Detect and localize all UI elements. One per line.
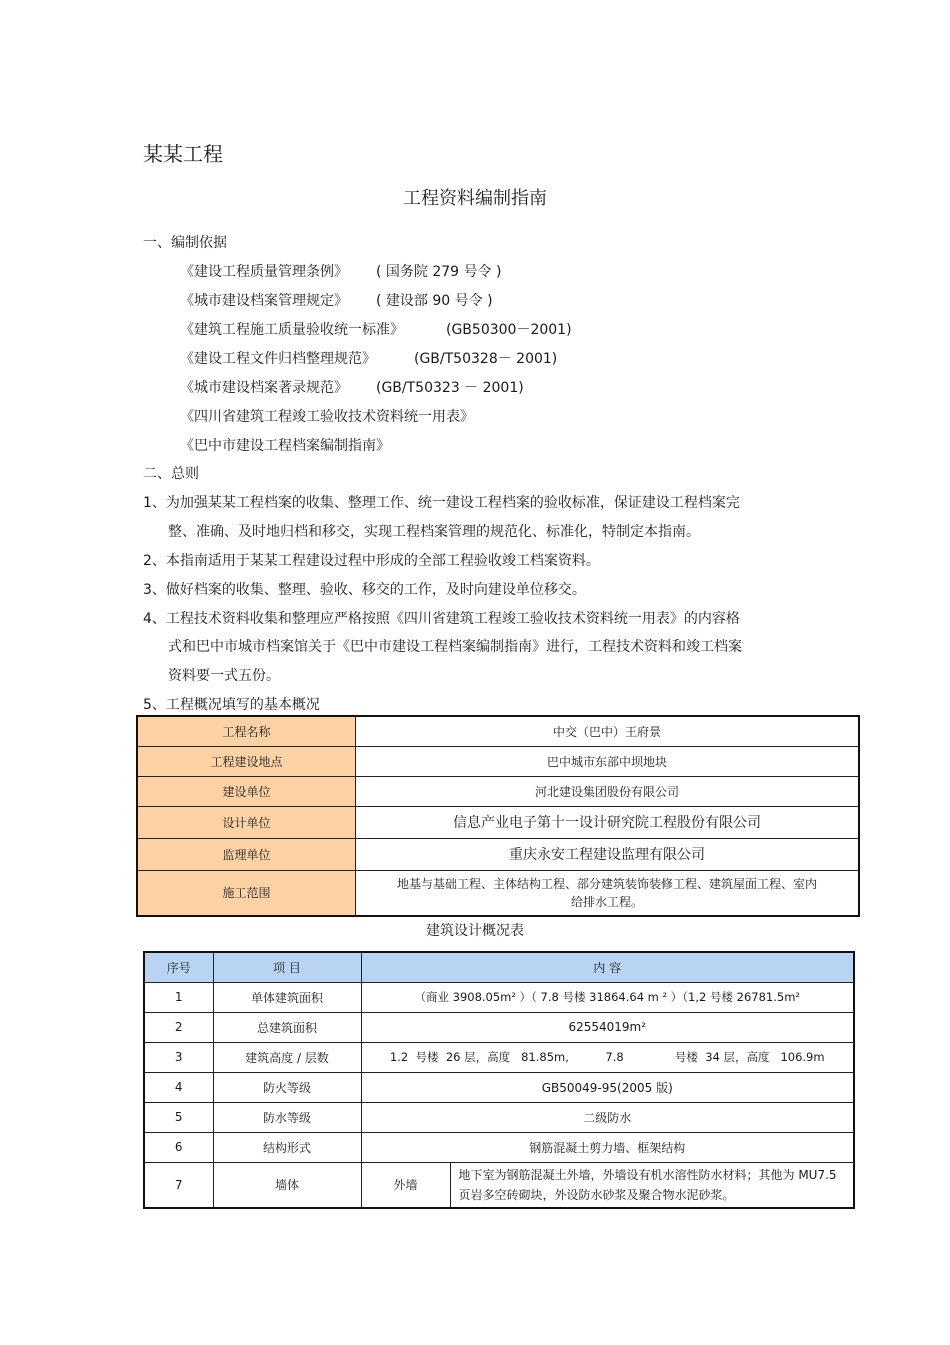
reference-code: (GB/T50328－ 2001) <box>414 351 558 367</box>
reference-code: (GB/T50323 － 2001) <box>376 380 524 396</box>
row-content: 62554019m² <box>361 1012 854 1042</box>
section-heading-basis: 一、编制依据 <box>143 235 227 251</box>
table-row <box>144 1012 854 1042</box>
row-content: GB50049-95(2005 版) <box>361 1072 854 1102</box>
row-number: 1 <box>144 982 213 1012</box>
row-content: 1.2 号楼 26 层，高度 81.85m, 7.8 号楼 34 层，高度 106.9m <box>361 1042 854 1072</box>
paragraph-line: 3、做好档案的收集、整理、验收、移交的工作，及时向建设单位移交。 <box>143 582 586 598</box>
table-row <box>144 1162 854 1208</box>
info-label: 工程名称 <box>137 716 356 746</box>
row-number: 7 <box>144 1162 213 1208</box>
reference-title: 《城市建设档案著录规范》 <box>180 380 348 396</box>
reference-item <box>180 435 390 455</box>
info-label: 设计单位 <box>137 806 356 838</box>
table-caption: 建筑设计概况表 <box>426 923 524 939</box>
row-content: 地下室为钢筋混凝土外墙，外墙设有机水溶性防水材料；其他为 MU7.5 页岩多空砖砌块，外设防水砂浆及聚合物水泥砂浆。 <box>450 1162 854 1208</box>
column-header: 序号 <box>144 952 213 982</box>
table-row <box>137 776 859 806</box>
info-value: 河北建设集团股份有限公司 <box>356 776 860 806</box>
table-row <box>137 870 859 916</box>
reference-title: 《建筑工程施工质量验收统一标准》 <box>180 322 404 338</box>
paragraph-line: 式和巴中市城市档案馆关于《巴中市建设工程档案编制指南》进行，工程技术资料和竣工档案 <box>168 639 742 655</box>
paragraph-line: 4、工程技术资料收集和整理应严格按照《四川省建筑工程竣工验收技术资料统一用表》的内容格 <box>143 611 740 627</box>
reference-item <box>180 261 501 281</box>
row-number: 3 <box>144 1042 213 1072</box>
row-item: 防水等级 <box>213 1102 361 1132</box>
row-number: 2 <box>144 1012 213 1042</box>
row-number: 5 <box>144 1102 213 1132</box>
column-header: 项 目 <box>213 952 361 982</box>
reference-code: (GB50300－2001) <box>446 322 572 338</box>
table-row <box>144 1042 854 1072</box>
table-row <box>137 806 859 838</box>
building-design-table <box>143 951 855 1209</box>
row-content: （商业 3908.05m² ）（ 7.8 号楼 31864.64 m ² ）（1,2 号楼 26781.5m² <box>361 982 854 1012</box>
row-item: 结构形式 <box>213 1132 361 1162</box>
table-row <box>144 1132 854 1162</box>
row-item: 总建筑面积 <box>213 1012 361 1042</box>
info-label: 监理单位 <box>137 838 356 870</box>
row-number: 6 <box>144 1132 213 1162</box>
row-subitem: 外墙 <box>361 1162 450 1208</box>
reference-item <box>180 377 524 397</box>
project-name: 某某工程 <box>143 142 223 166</box>
column-header: 内 容 <box>361 952 854 982</box>
info-label: 建设单位 <box>137 776 356 806</box>
project-info-table <box>136 715 860 917</box>
reference-title: 《四川省建筑工程竣工验收技术资料统一用表》 <box>180 409 474 425</box>
table-row <box>137 716 859 746</box>
reference-code: ( 建设部 90 号令 ) <box>376 293 493 309</box>
info-value: 信息产业电子第十一设计研究院工程股份有限公司 <box>356 806 860 838</box>
paragraph-line: 5、工程概况填写的基本概况 <box>143 697 320 713</box>
info-label: 施工范围 <box>137 870 356 916</box>
reference-title: 《建设工程质量管理条例》 <box>180 264 348 280</box>
paragraph-line: 整、准确、及时地归档和移交，实现工程档案管理的规范化、标准化，特制定本指南。 <box>168 524 700 540</box>
reference-item <box>180 290 493 310</box>
paragraph-line: 资料要一式五份。 <box>168 668 280 684</box>
info-value: 中交（巴中）王府景 <box>356 716 860 746</box>
row-item: 建筑高度 / 层数 <box>213 1042 361 1072</box>
info-value: 重庆永安工程建设监理有限公司 <box>356 838 860 870</box>
reference-title: 《巴中市建设工程档案编制指南》 <box>180 438 390 454</box>
table-header-row <box>144 952 854 982</box>
table-row <box>137 838 859 870</box>
paragraph-line: 1、为加强某某工程档案的收集、整理工作、统一建设工程档案的验收标准，保证建设工程档案完 <box>143 495 740 511</box>
reference-item <box>180 319 572 339</box>
table-row <box>137 746 859 776</box>
reference-title: 《建设工程文件归档整理规范》 <box>180 351 376 367</box>
table-row <box>144 1102 854 1132</box>
row-content: 二级防水 <box>361 1102 854 1132</box>
reference-item <box>180 348 557 368</box>
table-row <box>144 982 854 1012</box>
reference-code: ( 国务院 279 号令 ) <box>376 264 502 280</box>
section-heading-general: 二、总则 <box>143 466 199 482</box>
row-item: 单体建筑面积 <box>213 982 361 1012</box>
row-content: 钢筋混凝土剪力墙、框架结构 <box>361 1132 854 1162</box>
info-value: 地基与基础工程、主体结构工程、部分建筑装饰装修工程、建筑屋面工程、室内给排水工程。 <box>356 870 860 916</box>
paragraph-line: 2、本指南适用于某某工程建设过程中形成的全部工程验收竣工档案资料。 <box>143 553 600 569</box>
table-row <box>144 1072 854 1102</box>
info-value: 巴中城市东部中坝地块 <box>356 746 860 776</box>
page-title: 工程资料编制指南 <box>403 188 547 209</box>
row-item: 防火等级 <box>213 1072 361 1102</box>
reference-item <box>180 406 474 426</box>
reference-title: 《城市建设档案管理规定》 <box>180 293 348 309</box>
row-item: 墙体 <box>213 1162 361 1208</box>
row-number: 4 <box>144 1072 213 1102</box>
info-label: 工程建设地点 <box>137 746 356 776</box>
